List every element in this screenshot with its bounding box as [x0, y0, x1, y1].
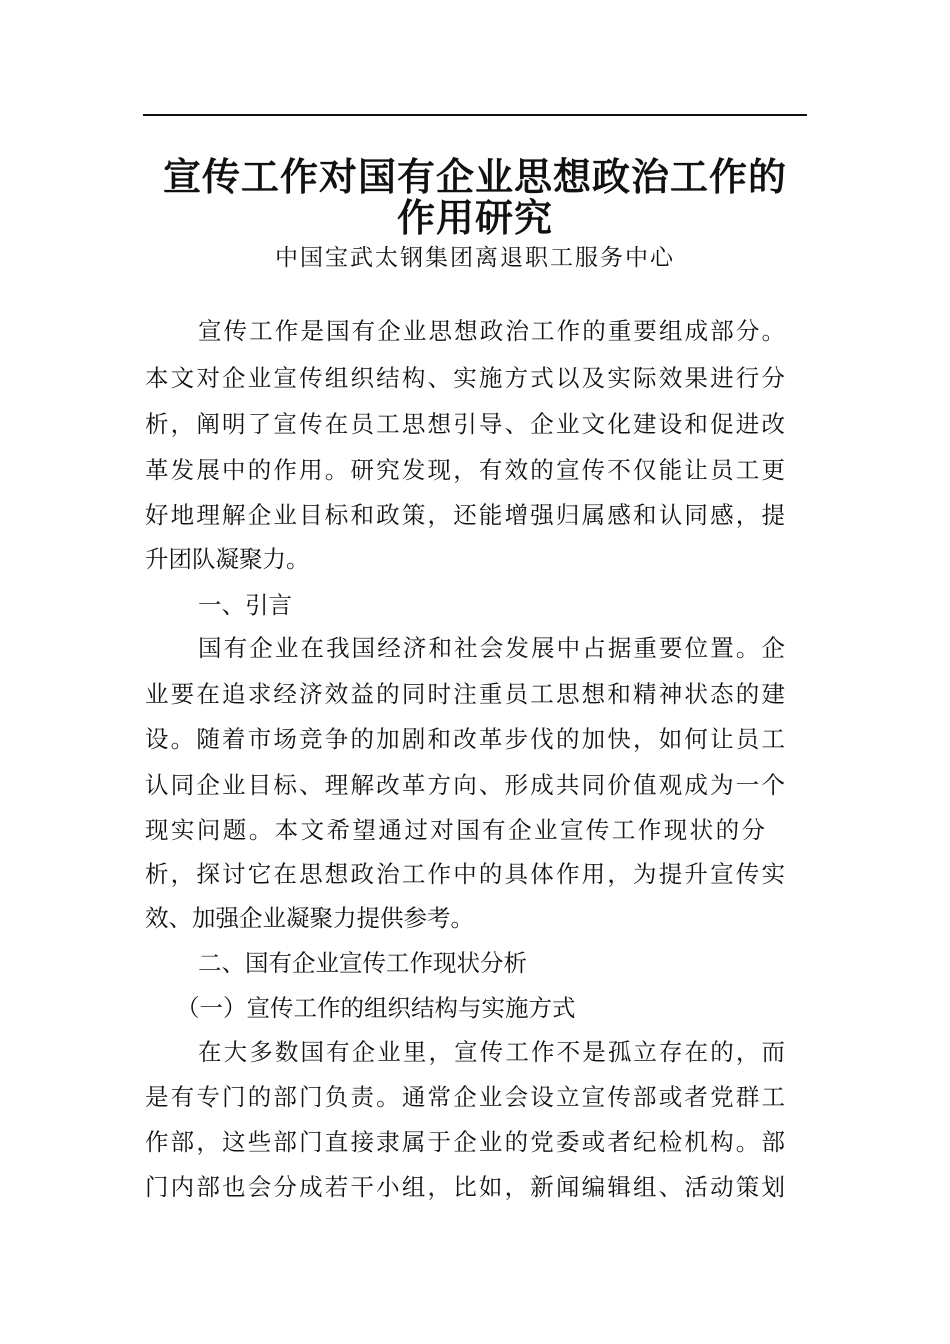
abstract-line: 升团队凝聚力。 [145, 545, 310, 573]
body-line: 是有专门的部门负责。通常企业会设立宣传部或者党群工 [145, 1083, 785, 1111]
abstract-line: 宣传工作是国有企业思想政治工作的重要组成部分。 [198, 317, 785, 345]
body-line: 现实问题。本文希望通过对国有企业宣传工作现状的分 [145, 816, 765, 844]
body-line: 在大多数国有企业里，宣传工作不是孤立存在的，而 [198, 1038, 785, 1066]
body-line: 国有企业在我国经济和社会发展中占据重要位置。企 [198, 634, 785, 662]
abstract-line: 革发展中的作用。研究发现，有效的宣传不仅能让员工更 [145, 456, 785, 484]
abstract-line: 析，阐明了宣传在员工思想引导、企业文化建设和促进改 [145, 410, 785, 438]
section-heading-introduction: 一、引言 [198, 591, 292, 619]
document-title-line-2: 作用研究 [396, 196, 553, 240]
body-line: 作部，这些部门直接隶属于企业的党委或者纪检机构。部 [145, 1128, 785, 1156]
abstract-line: 好地理解企业目标和政策，还能增强归属感和认同感，提 [145, 501, 785, 529]
header-rule [143, 114, 807, 116]
document-title-line-1: 宣传工作对国有企业思想政治工作的 [162, 155, 787, 199]
body-line: 认同企业目标、理解改革方向、形成共同价值观成为一个 [145, 771, 785, 799]
abstract-line: 本文对企业宣传组织结构、实施方式以及实际效果进行分 [145, 364, 785, 392]
body-line: 业要在追求经济效益的同时注重员工思想和精神状态的建 [145, 680, 785, 708]
body-line: 门内部也会分成若干小组，比如，新闻编辑组、活动策划 [145, 1173, 785, 1201]
section-heading-status-analysis: 二、国有企业宣传工作现状分析 [198, 949, 527, 977]
subsection-heading-organization: （一）宣传工作的组织结构与实施方式 [176, 994, 576, 1022]
author-affiliation: 中国宝武太钢集团离退职工服务中心 [275, 245, 675, 271]
body-line: 设。随着市场竞争的加剧和改革步伐的加快，如何让员工 [145, 725, 785, 753]
body-line: 效、加强企业凝聚力提供参考。 [145, 904, 474, 932]
body-line: 析，探讨它在思想政治工作中的具体作用，为提升宣传实 [145, 860, 785, 888]
